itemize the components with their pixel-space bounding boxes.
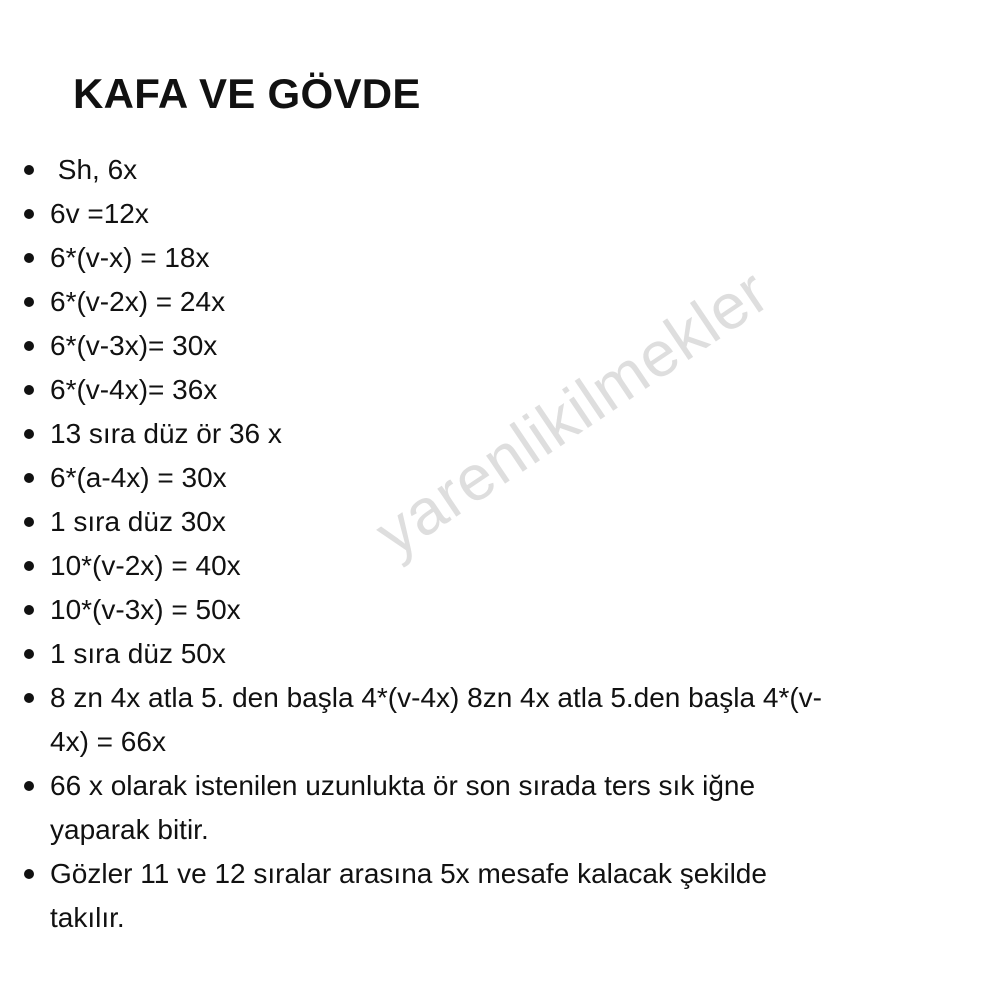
list-item [0,236,960,280]
list-item [0,588,960,632]
list-item [0,280,960,324]
bullet-icon [24,517,34,527]
list-item [0,500,960,544]
page-title: KAFA VE GÖVDE [73,70,421,117]
list-item-text: 13 sıra düz ör 36 x [50,418,282,449]
list-item-text: 8 zn 4x atla 5. den başla 4*(v-4x) 8zn 4x atla 5.den başla 4*(v- 4x) = 66x [50,682,822,757]
list-item-text: 6*(a-4x) = 30x [50,462,227,493]
list-item-text: 6*(v-4x)= 36x [50,374,218,405]
bullet-icon [24,297,34,307]
list-item [0,456,960,500]
list-item-text: 6v =12x [50,198,149,229]
bullet-icon [24,429,34,439]
bullet-icon [24,165,34,175]
list-item-text: 6*(v-x) = 18x [50,242,210,273]
bullet-icon [24,693,34,703]
bullet-icon [24,385,34,395]
bullet-icon [24,605,34,615]
instruction-list [0,148,960,940]
list-item-text: 6*(v-3x)= 30x [50,330,218,361]
bullet-icon [24,473,34,483]
list-item [0,148,960,192]
list-item [0,544,960,588]
list-item [0,852,960,940]
list-item-text: 6*(v-2x) = 24x [50,286,226,317]
list-item [0,632,960,676]
list-item-text: 1 sıra düz 30x [50,506,226,537]
bullet-icon [24,649,34,659]
bullet-icon [24,209,34,219]
bullet-icon [24,869,34,879]
list-item-text: Sh, 6x [50,154,138,185]
bullet-icon [24,561,34,571]
list-item-text: 1 sıra düz 50x [50,638,226,669]
list-item [0,192,960,236]
list-item-text: 66 x olarak istenilen uzunlukta ör son sırada ters sık iğne yaparak bitir. [50,770,756,845]
list-item [0,676,960,764]
watermark-text: yarenlikilmekler [362,254,782,570]
bullet-icon [24,781,34,791]
list-item [0,764,960,852]
bullet-icon [24,341,34,351]
list-item [0,412,960,456]
list-item [0,324,960,368]
bullet-icon [24,253,34,263]
list-item-text: 10*(v-2x) = 40x [50,550,241,581]
list-item-text: Gözler 11 ve 12 sıralar arasına 5x mesafe kalacak şekilde takılır. [50,858,767,933]
list-item-text: 10*(v-3x) = 50x [50,594,241,625]
list-item [0,368,960,412]
